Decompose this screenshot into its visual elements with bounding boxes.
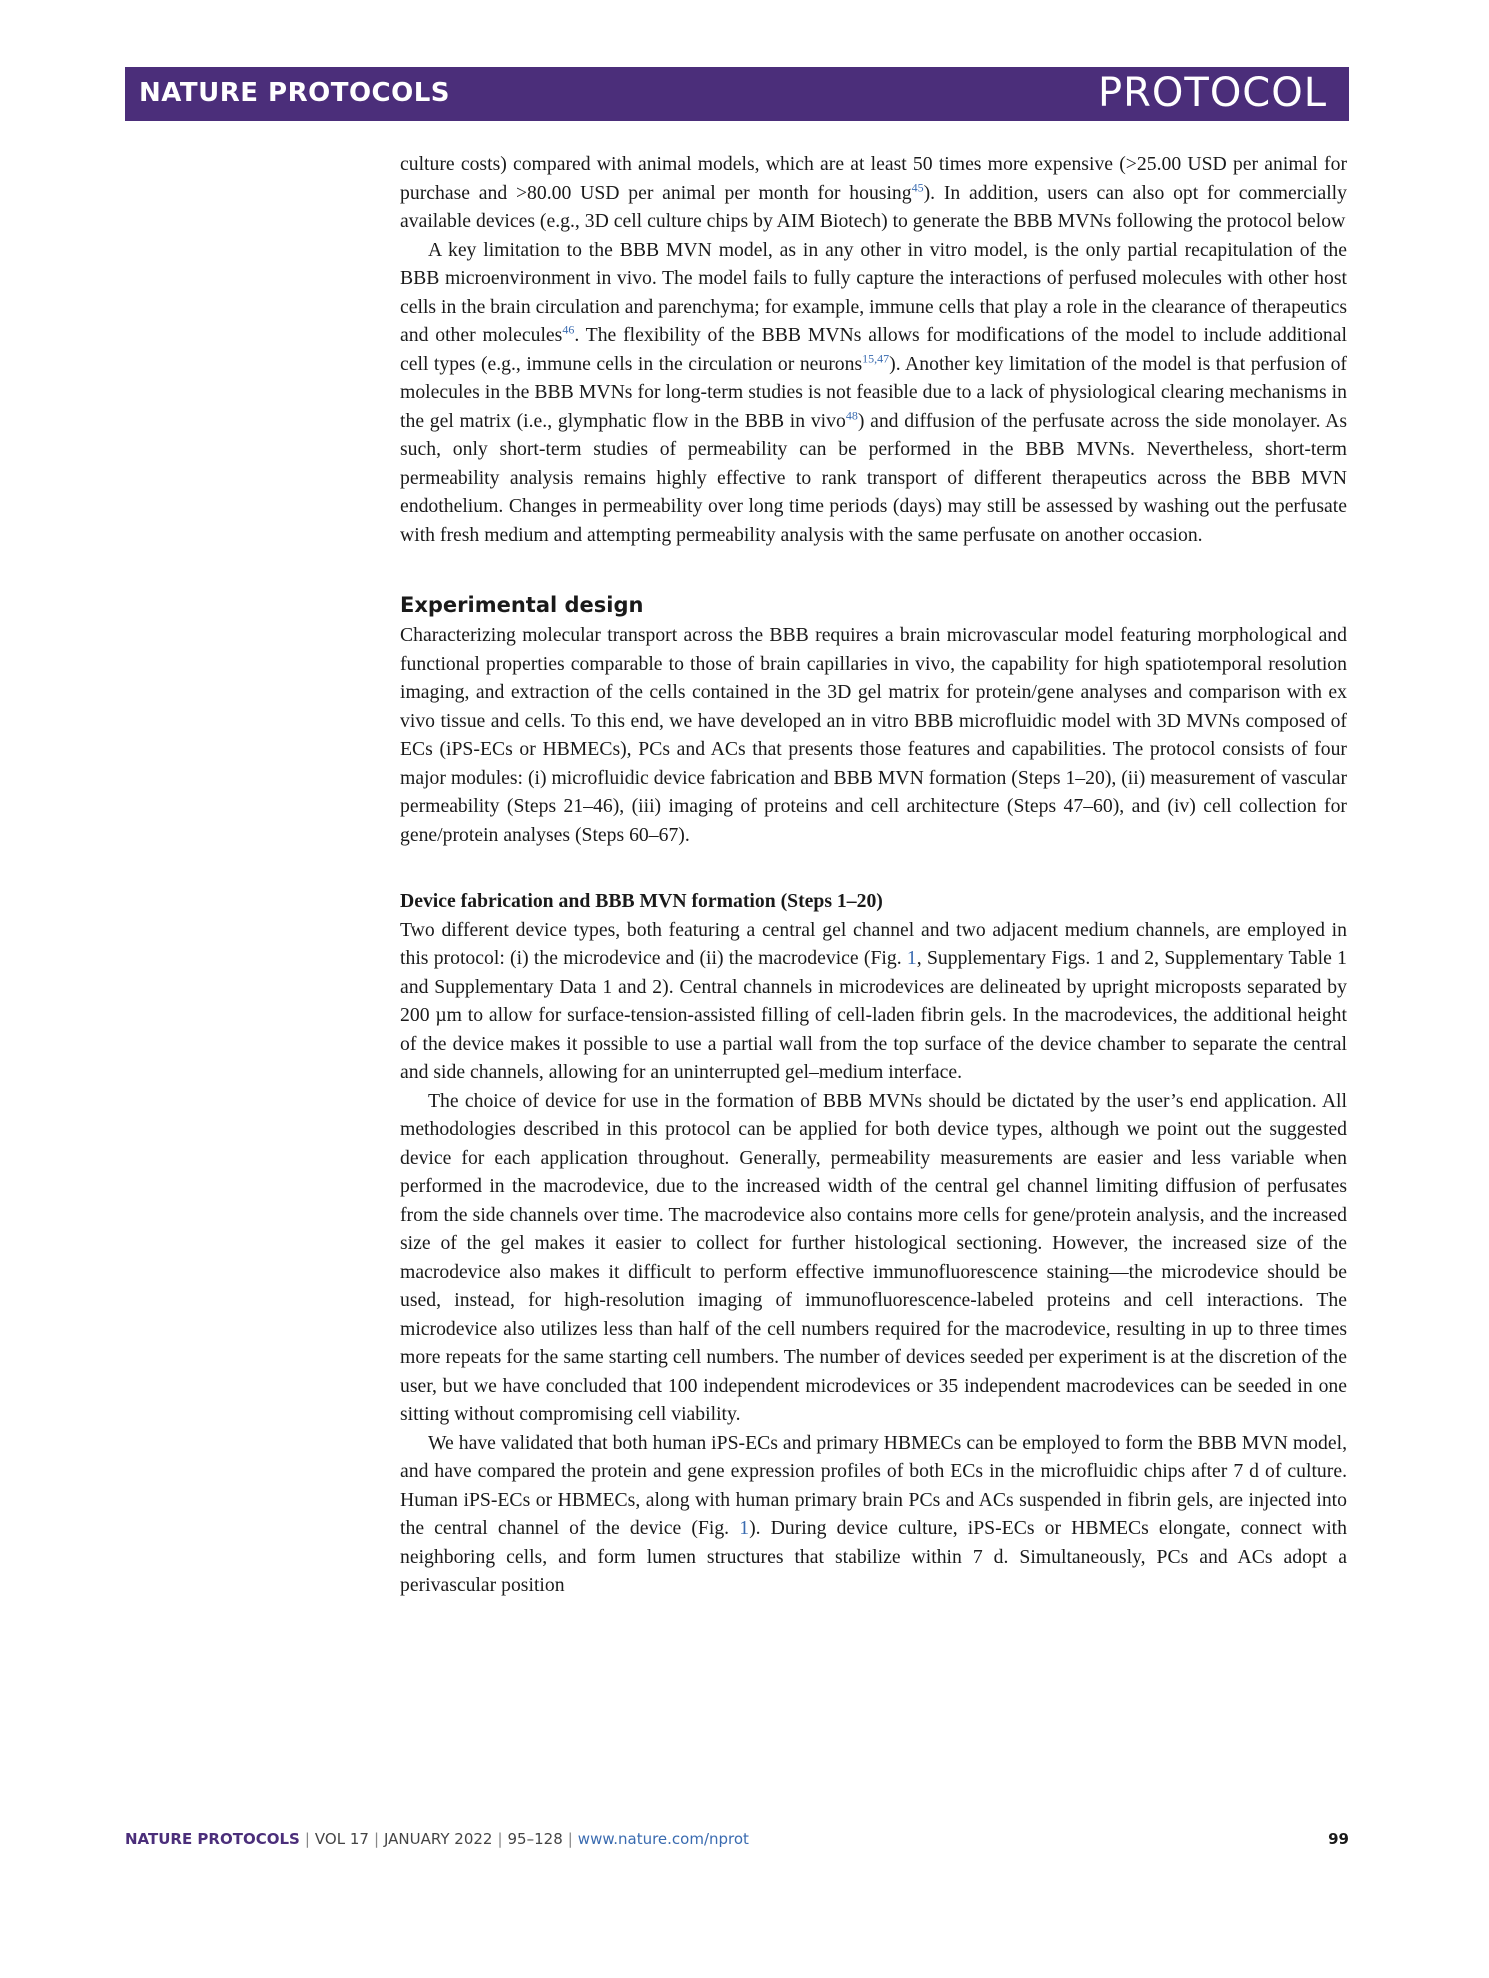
footer-volume: VOL 17 [314,1830,369,1848]
paragraph: A key limitation to the BBB MVN model, as in any other in vitro model, is the only partial recapitulation of the BBB microenvironment in vivo. The model fails to fully capture the interactions of perfused molecules with other host cells in the brain circulation and parenchyma; for example, immune cells that play a role in the clearance of therapeutics and other molecules$^{46}$. The flexibility of the BBB MVNs allows for modifications of the model to include additional cell types (e.g., immune cells in the circulation or neurons$^{15,47}$). Another key limitation of the model is that perfusion of molecules in the BBB MVNs for long-term studies is not feasible due to a lack of physiological clearing mechanisms in the gel matrix (i.e., glymphatic flow in the BBB in vivo$^{48}$) and diffusion of the perfusate across the side monolayer. As such, only short-term studies of permeability can be performed in the BBB MVNs. Nevertheless, short-term permeability analysis remains highly effective to rank transport of different therapeutics across the BBB MVN endothelium. Changes in permeability over long time periods (days) may still be assessed by washing out the perfusate with fresh medium and attempting permeability analysis with the same perfusate on another occasion. [400,238,1347,546]
footer-url[interactable]: www.nature.com/nprot [577,1830,749,1848]
reference-link[interactable]: 46 [562,322,575,337]
page-footer: NATURE PROTOCOLS | VOL 17 | JANUARY 2022 | 95–128 | www.nature.com/nprot 99 [125,1830,1349,1848]
journal-banner [125,67,1349,121]
footer-date: JANUARY 2022 [384,1830,493,1848]
figure-link[interactable]: 1 [906,947,917,969]
figure-link[interactable]: 1 [739,1517,750,1539]
paragraph: culture costs) compared with animal models, which are at least 50 times more expensive (>25.00 USD per animal for purchase and >80.00 USD per animal per month for housing$^{45}$). In addition, users can also opt for commercially available devices (e.g., 3D cell culture chips by AIM Biotech) to generate the BBB MVNs following the protocol below [400,153,1347,232]
paragraph: Characterizing molecular transport across the BBB requires a brain microvascular model featuring morphological and functional properties comparable to those of brain capillaries in vivo, the capability for high spatiotemporal resolution imaging, and extraction of the cells contained in the 3D gel matrix for protein/gene analyses and comparison with ex vivo tissue and cells. To this end, we have developed an in vitro BBB microfluidic model with 3D MVNs composed of ECs (iPS-ECs or HBMECs), PCs and ACs that presents those features and capabilities. The protocol consists of four major modules: (i) microfluidic device fabrication and BBB MVN formation (Steps 1–20), (ii) measurement of vascular permeability (Steps 21–46), (iii) imaging of proteins and cell architecture (Steps 47–60), and (iv) cell collection for gene/protein analyses (Steps 60–67). [400,624,1347,846]
paragraph: The choice of device for use in the formation of BBB MVNs should be dictated by the user’s end application. All methodologies described in this protocol can be applied for both device types, although we point out the suggested device for each application throughout. Generally, permeability measurements are easier and less variable when performed in the macrodevice, due to the increased width of the central gel channel limiting diffusion of perfusates from the side channels over time. The macrodevice also contains more cells for gene/protein analysis, and the increased size of the gel makes it easier to collect for further histological sectioning. However, the increased size of the macrodevice also makes it difficult to perform effective immunofluorescence staining—the microdevice should be used, instead, for high-resolution imaging of immunofluorescence-labeled proteins and cell interactions. The microdevice also utilizes less than half of the cell numbers required for the macrodevice, resulting in up to three times more repeats for the same starting cell numbers. The number of devices seeded per experiment is at the discretion of the user, but we have concluded that 100 independent microdevices or 35 independent macrodevices can be seeded in one sitting without compromising cell viability. [400,1089,1347,1425]
footer-pages: 95–128 [507,1830,563,1848]
paragraph: We have validated that both human iPS-ECs and primary HBMECs can be employed to form the BBB MVN model, and have compared the protein and gene expression profiles of both ECs in the microfluidic chips after 7 d of culture. Human iPS-ECs or HBMECs, along with human primary brain PCs and ACs suspended in fibrin gels, are injected into the central channel of the device (Fig. 1). During device culture, iPS-ECs or HBMECs elongate, connect with neighboring cells, and form lumen structures that stabilize within 7 d. Simultaneously, PCs and ACs adopt a perivascular position [400,1431,1347,1596]
footer-journal: NATURE PROTOCOLS [125,1830,300,1848]
paragraph: Two different device types, both featuring a central gel channel and two adjacent medium channels, are employed in this protocol: (i) the microdevice and (ii) the macrodevice (Fig. 1, Supplementary Figs. 1 and 2, Supplementary Table 1 and Supplementary Data 1 and 2). Central channels in microdevices are delineated by upright microposts separated by 200 µm to allow for surface-tension-assisted filling of cell-laden fibrin gels. In the macrodevices, the additional height of the device makes it possible to use a partial wall from the top surface of the device chamber to separate the central and side channels, allowing for an uninterrupted gel–medium interface. [400,918,1347,1083]
reference-link[interactable]: 45 [911,179,924,194]
journal-name: NATURE PROTOCOLS [139,78,451,108]
page-number: 99 [1328,1830,1349,1848]
section-heading: Experimental design [400,593,644,617]
reference-link[interactable]: 15,47 [862,350,890,365]
subsection-heading: Device fabrication and BBB MVN formation (Steps 1–20) [400,890,883,912]
article-body [400,150,1347,1600]
reference-link[interactable]: 48 [845,407,858,422]
article-type: PROTOCOL [1097,70,1327,116]
